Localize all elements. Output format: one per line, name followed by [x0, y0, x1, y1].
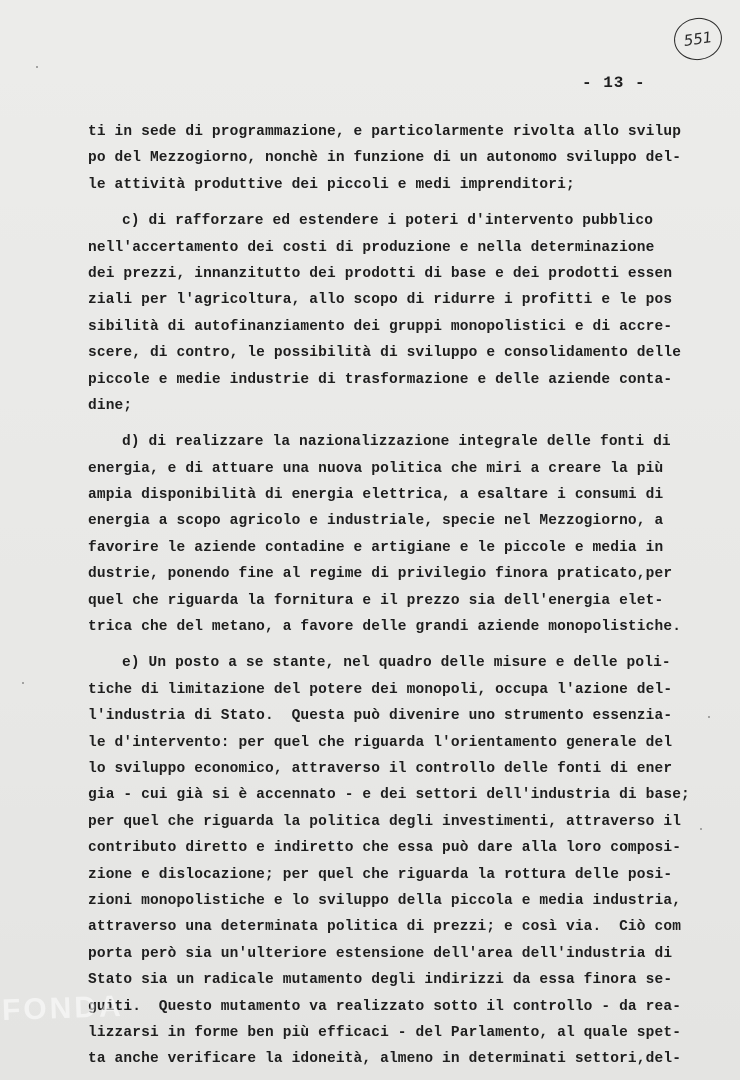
text-line: piccole e medie industrie di trasformazione e delle aziende conta-	[88, 371, 673, 388]
stamp-number: 551	[682, 28, 714, 50]
archive-stamp	[671, 15, 724, 63]
text-line: lizzarsi in forme ben più efficaci - del Parlamento, al quale spet-	[88, 1024, 682, 1041]
text-line: dei prezzi, innanzitutto dei prodotti di base e dei prodotti essen	[88, 265, 673, 282]
text-line: energia a scopo agricolo e industriale, specie nel Mezzogiorno, a	[88, 513, 664, 530]
text-line: ta anche verificare la idoneità, almeno in determinati settori,del-	[88, 1051, 682, 1068]
text-line: favorire le aziende contadine e artigiane e le piccole e media in	[88, 539, 664, 556]
text-line: ziali per l'agricoltura, allo scopo di ridurre i profitti e le pos	[88, 292, 673, 309]
text-line: guiti. Questo mutamento va realizzato sotto il controllo - da rea-	[88, 998, 682, 1015]
text-line: le d'intervento: per quel che riguarda l'orientamento generale del	[88, 734, 673, 751]
text-line: ampia disponibilità di energia elettrica, a esaltare i consumi di	[88, 487, 664, 504]
paper-speck	[700, 828, 702, 830]
text-line: scere, di contro, le possibilità di sviluppo e consolidamento delle	[88, 345, 682, 362]
text-line: energia, e di attuare una nuova politica che miri a creare la più	[88, 460, 664, 477]
text-line: porta però sia un'ulteriore estensione dell'area dell'industria di	[88, 945, 673, 962]
text-line: Stato sia un radicale mutamento degli indirizzi da essa finora se-	[88, 972, 673, 989]
archive-watermark: FONDA	[1, 989, 125, 1028]
paragraph-c	[88, 208, 700, 419]
page-number: - 13 -	[582, 74, 646, 92]
text-line: zioni monopolistiche e lo sviluppo della piccola e media industria,	[88, 892, 682, 909]
text-line: sibilità di autofinanziamento dei gruppi monopolistici e di accre-	[88, 318, 673, 335]
text-line: per quel che riguarda la politica degli investimenti, attraverso il	[88, 813, 682, 830]
body-text	[88, 119, 700, 1073]
text-line: e) Un posto a se stante, nel quadro delle misure e delle poli-	[122, 655, 671, 672]
paper-speck	[36, 66, 38, 68]
text-line: nell'accertamento dei costi di produzione e nella determinazione	[88, 239, 655, 256]
text-line: dine;	[88, 397, 133, 414]
paper-speck	[22, 682, 24, 684]
text-line: trica che del metano, a favore delle grandi aziende monopolistiche.	[88, 619, 682, 636]
text-line: po del Mezzogiorno, nonchè in funzione di un autonomo sviluppo del-	[88, 150, 682, 167]
text-line: zione e dislocazione; per quel che riguarda la rottura delle posi-	[88, 866, 673, 883]
text-line: d) di realizzare la nazionalizzazione integrale delle fonti di	[122, 434, 671, 451]
text-line: gia - cui già si è accennato - e dei settori dell'industria di base;	[88, 787, 690, 804]
text-line: dustrie, ponendo fine al regime di privilegio finora praticato,per	[88, 566, 673, 583]
paragraph-e	[88, 650, 700, 1072]
text-line: quel che riguarda la fornitura e il prezzo sia dell'energia elet-	[88, 592, 664, 609]
text-line: c) di rafforzare ed estendere i poteri d'intervento pubblico	[122, 213, 654, 230]
text-line: contributo diretto e indiretto che essa può dare alla loro composi-	[88, 840, 682, 857]
text-line: l'industria di Stato. Questa può divenire uno strumento essenzia-	[88, 708, 673, 725]
text-line: tiche di limitazione del potere dei monopoli, occupa l'azione del-	[88, 681, 673, 698]
paragraph-intro	[88, 119, 700, 198]
paragraph-d	[88, 429, 700, 640]
text-line: attraverso una determinata politica di prezzi; e così via. Ciò com	[88, 919, 682, 936]
text-line: le attività produttive dei piccoli e medi imprenditori;	[88, 176, 575, 193]
text-line: lo sviluppo economico, attraverso il controllo delle fonti di ener	[88, 760, 673, 777]
paper-speck	[708, 716, 710, 718]
text-line: ti in sede di programmazione, e particolarmente rivolta allo svilup	[88, 124, 682, 140]
